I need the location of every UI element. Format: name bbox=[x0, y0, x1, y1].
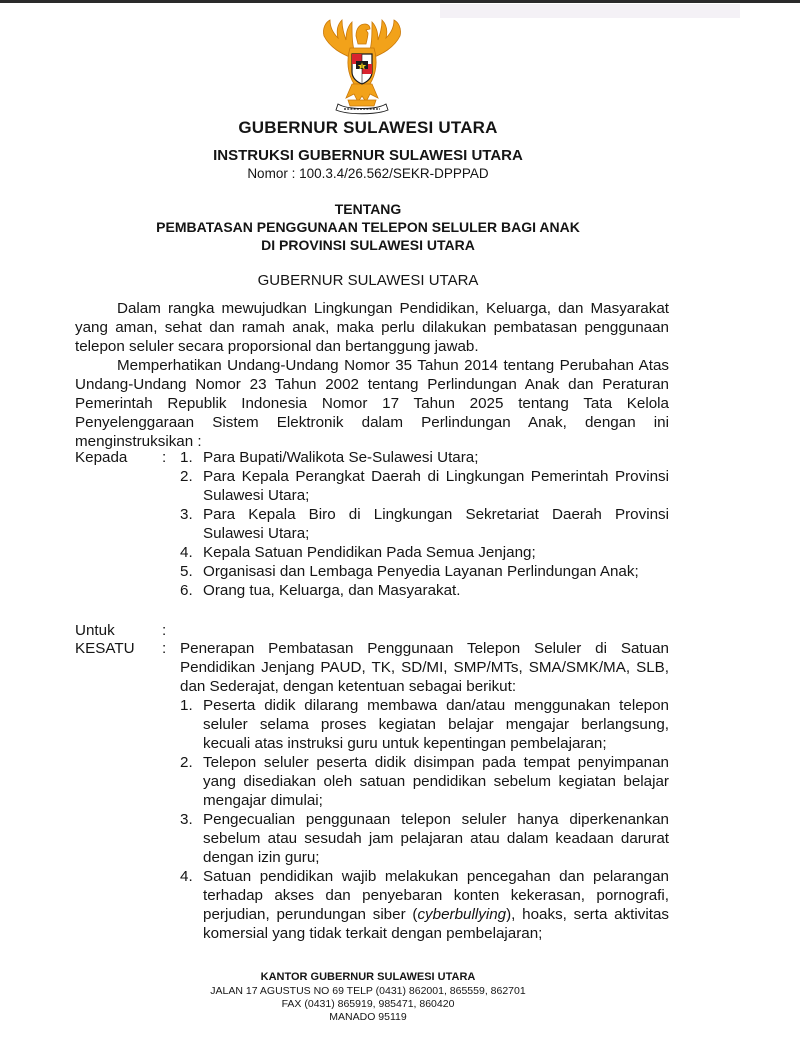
kepada-colon: : bbox=[162, 449, 167, 466]
kesatu-item-text: yang disediakan oleh satuan pendidikan sebelum kegiatan belajar bbox=[203, 773, 669, 790]
kesatu-intro-line: dan Sederajat, dengan ketentuan sebagai berikut: bbox=[180, 678, 517, 695]
preamble-p1-line: telepon seluler secara proporsional dan bertanggung jawab. bbox=[75, 338, 479, 355]
kesatu-intro-line: Penerapan Pembatasan Penggunaan Telepon Seluler di Satuan bbox=[180, 640, 669, 657]
preamble-p2-line: Memperhatikan Undang-Undang Nomor 35 Tahun 2014 tentang Perubahan Atas bbox=[117, 357, 669, 374]
footer-fax: FAX (0431) 865919, 985471, 860420 bbox=[281, 998, 455, 1010]
kepada-item-text: Organisasi dan Lembaga Penyedia Layanan Perlindungan Anak; bbox=[203, 563, 639, 580]
subject-line-2: DI PROVINSI SULAWESI UTARA bbox=[261, 237, 475, 253]
document-title: GUBERNUR SULAWESI UTARA bbox=[238, 118, 498, 137]
untuk-label: Untuk bbox=[75, 622, 115, 639]
scan-smudge bbox=[440, 4, 740, 18]
kepada-item-number: 2. bbox=[180, 468, 193, 485]
kesatu-item-text: Peserta didik dilarang membawa dan/atau menggunakan telepon bbox=[203, 697, 669, 714]
kepada-item-text: Para Kepala Perangkat Daerah di Lingkungan Pemerintah Provinsi bbox=[203, 468, 669, 485]
kesatu-item-text: dengan izin guru; bbox=[203, 849, 320, 866]
kepada-item-number: 1. bbox=[180, 449, 193, 466]
kesatu-item-text-with-italic bbox=[203, 906, 669, 925]
kesatu-item-number: 4. bbox=[180, 868, 193, 885]
kepada-item-text: Sulawesi Utara; bbox=[203, 487, 310, 504]
subject-line-1: PEMBATASAN PENGGUNAAN TELEPON SELULER BAGI ANAK bbox=[156, 219, 580, 235]
kesatu-item-text: Pengecualian penggunaan telepon seluler hanya diperkenankan bbox=[203, 811, 669, 828]
footer-city: MANADO 95119 bbox=[329, 1011, 407, 1023]
issuer-heading: GUBERNUR SULAWESI UTARA bbox=[257, 272, 479, 289]
footer-address: JALAN 17 AGUSTUS NO 69 TELP (0431) 862001, 865559, 862701 bbox=[210, 985, 526, 997]
kesatu-item-text: seluler selama proses kegiatan belajar mengajar berlangsung, bbox=[203, 716, 669, 733]
kesatu-item-number: 3. bbox=[180, 811, 193, 828]
kepada-item-text: Para Kepala Biro di Lingkungan Sekretariat Daerah Provinsi bbox=[203, 506, 669, 523]
kesatu-item-text: kecuali atas instruksi guru untuk kepentingan pembelajaran; bbox=[203, 735, 607, 752]
kesatu-label: KESATU bbox=[75, 640, 135, 657]
kepada-item-number: 5. bbox=[180, 563, 193, 580]
kesatu-item-text: mengajar dimulai; bbox=[203, 792, 323, 809]
garuda-emblem-icon bbox=[312, 14, 412, 116]
kesatu-colon: : bbox=[162, 640, 167, 657]
kepada-item-text: Sulawesi Utara; bbox=[203, 525, 310, 542]
cyberbullying-term: cyberbullying bbox=[417, 906, 507, 923]
kesatu-item-text: Satuan pendidikan wajib melakukan pencegahan dan pelarangan bbox=[203, 868, 669, 885]
preamble-p2-line: Undang-Undang Nomor 23 Tahun 2002 tentang Perlindungan Anak dan Peraturan bbox=[75, 376, 669, 393]
kepada-item-number: 6. bbox=[180, 582, 193, 599]
kesatu-item4-line3-before: perjudian, perundungan siber ( bbox=[203, 906, 418, 923]
document-number: Nomor : 100.3.4/26.562/SEKR-DPPPAD bbox=[247, 166, 489, 181]
kesatu-item-text: Telepon seluler peserta didik disimpan pada tempat penyimpanan bbox=[203, 754, 669, 771]
kesatu-item-number: 1. bbox=[180, 697, 193, 714]
footer-office: KANTOR GUBERNUR SULAWESI UTARA bbox=[260, 971, 476, 983]
untuk-colon: : bbox=[162, 622, 167, 639]
kepada-label: Kepada bbox=[75, 449, 128, 466]
kesatu-item-text: sebelum atau sesudah jam pelajaran atau dalam keadaan darurat bbox=[203, 830, 669, 847]
preamble-p2-line: Penyelenggaraan Sistem Elektronik dalam Perlindungan Anak, dengan ini bbox=[75, 414, 669, 431]
about-heading: TENTANG bbox=[334, 201, 402, 217]
kepada-item-number: 4. bbox=[180, 544, 193, 561]
preamble-p2-line: menginstruksikan : bbox=[75, 433, 202, 450]
kesatu-item-text: komersial yang tidak terkait dengan pembelajaran; bbox=[203, 925, 543, 942]
kesatu-item-number: 2. bbox=[180, 754, 193, 771]
kesatu-intro-line: Pendidikan Jenjang PAUD, TK, SD/MI, SMP/MTs, SMA/SMK/MA, SLB, bbox=[180, 659, 669, 676]
scan-edge-line bbox=[0, 0, 800, 3]
kepada-item-text: Orang tua, Keluarga, dan Masyarakat. bbox=[203, 582, 461, 599]
preamble-p1-line: yang aman, sehat dan ramah anak, maka perlu dilakukan pembatasan penggunaan bbox=[75, 319, 669, 336]
kepada-item-number: 3. bbox=[180, 506, 193, 523]
preamble-p1-line: Dalam rangka mewujudkan Lingkungan Pendidikan, Keluarga, dan Masyarakat bbox=[117, 300, 669, 317]
kesatu-item4-line3-after: ), hoaks, serta aktivitas bbox=[506, 906, 669, 923]
kepada-item-text: Para Bupati/Walikota Se-Sulawesi Utara; bbox=[203, 449, 479, 466]
preamble-p2-line: Pemerintah Republik Indonesia Nomor 17 Tahun 2025 tentang Tata Kelola bbox=[75, 395, 669, 412]
kesatu-item-text: terhadap akses dan penyebaran konten kekerasan, pornografi, bbox=[203, 887, 669, 904]
kepada-item-text: Kepala Satuan Pendidikan Pada Semua Jenjang; bbox=[203, 544, 536, 561]
instruction-title: INSTRUKSI GUBERNUR SULAWESI UTARA bbox=[213, 147, 523, 164]
